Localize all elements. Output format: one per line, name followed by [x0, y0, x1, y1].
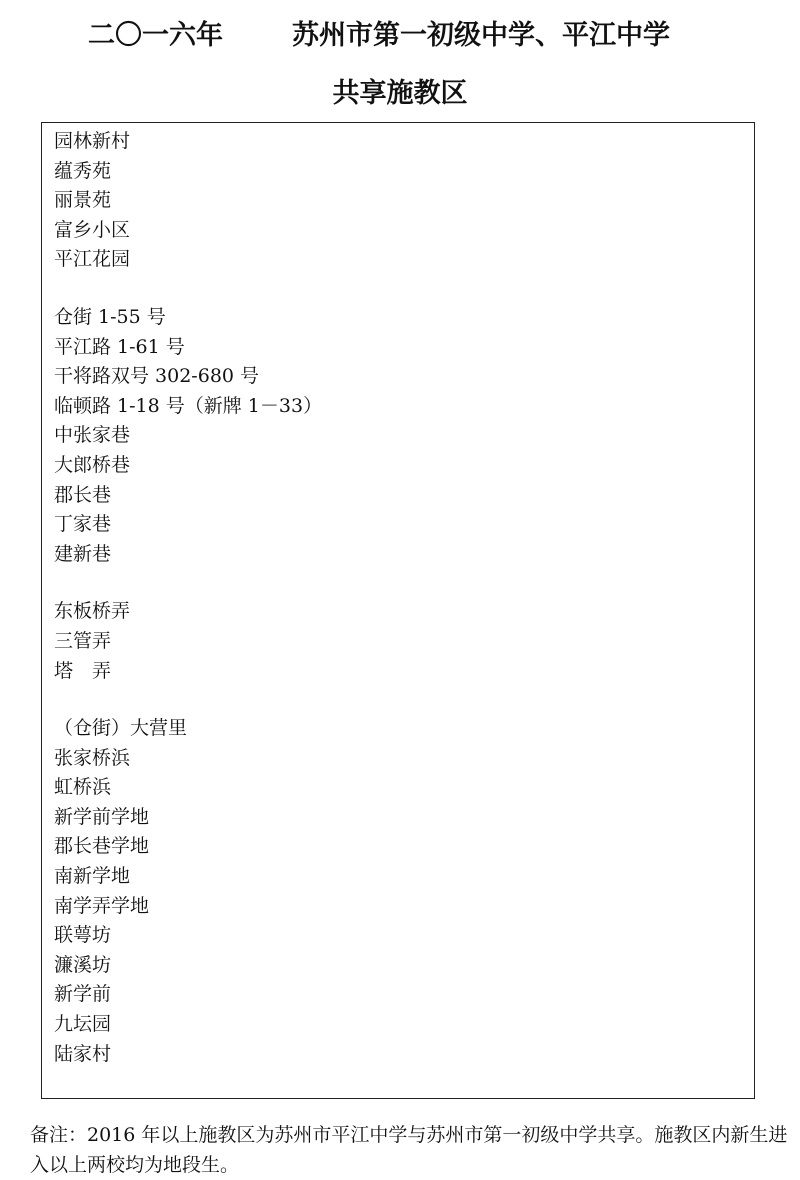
title-schools: 苏州市第一初级中学、平江中学 [292, 20, 670, 51]
list-item: 新学前学地 [54, 805, 150, 828]
list-item: 丽景苑 [54, 189, 112, 212]
list-item: 陆家村 [54, 1042, 112, 1065]
page-subtitle: 共享施教区 [332, 78, 468, 109]
list-item: 联萼坊 [54, 924, 112, 947]
list-item: 濂溪坊 [54, 953, 112, 976]
list-item: 虹桥浜 [54, 776, 112, 799]
footnote: 备注：2016 年以上施教区为苏州市平江中学与苏州市第一初级中学共享。施教区内新生进入以上两校均为地段生。 [30, 1124, 788, 1176]
list-item: 建新巷 [54, 542, 112, 565]
list-item: 南学弄学地 [54, 894, 150, 917]
list-item: 郡长巷学地 [54, 835, 150, 858]
list-item: 平江花园 [54, 248, 131, 271]
list-item: 临顿路 1-18 号（新牌 1－33） [54, 394, 323, 417]
list-item: （仓街）大营里 [54, 717, 188, 740]
list-item: 新学前 [54, 983, 112, 1006]
list-item: 郡长巷 [54, 483, 112, 506]
list-item: 蕴秀苑 [54, 159, 112, 182]
list-item: 干将路双号 302-680 号 [54, 365, 260, 388]
list-item: 东板桥弄 [54, 600, 131, 623]
list-item: 中张家巷 [54, 424, 131, 447]
list-item: 富乡小区 [54, 218, 131, 241]
page-title [0, 14, 800, 58]
area-list [54, 127, 322, 1069]
list-item: 平江路 1-61 号 [54, 335, 185, 358]
list-item: 大郎桥巷 [54, 453, 131, 476]
area-list-box [41, 122, 755, 1099]
title-year: 二〇一六年 [88, 20, 223, 51]
list-item: 塔 弄 [54, 659, 112, 682]
list-item: 九坛园 [54, 1013, 112, 1036]
list-item: 丁家巷 [54, 513, 112, 536]
list-item: 张家桥浜 [54, 746, 131, 769]
list-item: 仓街 1-55 号 [54, 305, 166, 328]
list-item: 南新学地 [54, 865, 131, 888]
list-item: 园林新村 [54, 130, 131, 152]
list-item: 三管弄 [54, 629, 112, 652]
